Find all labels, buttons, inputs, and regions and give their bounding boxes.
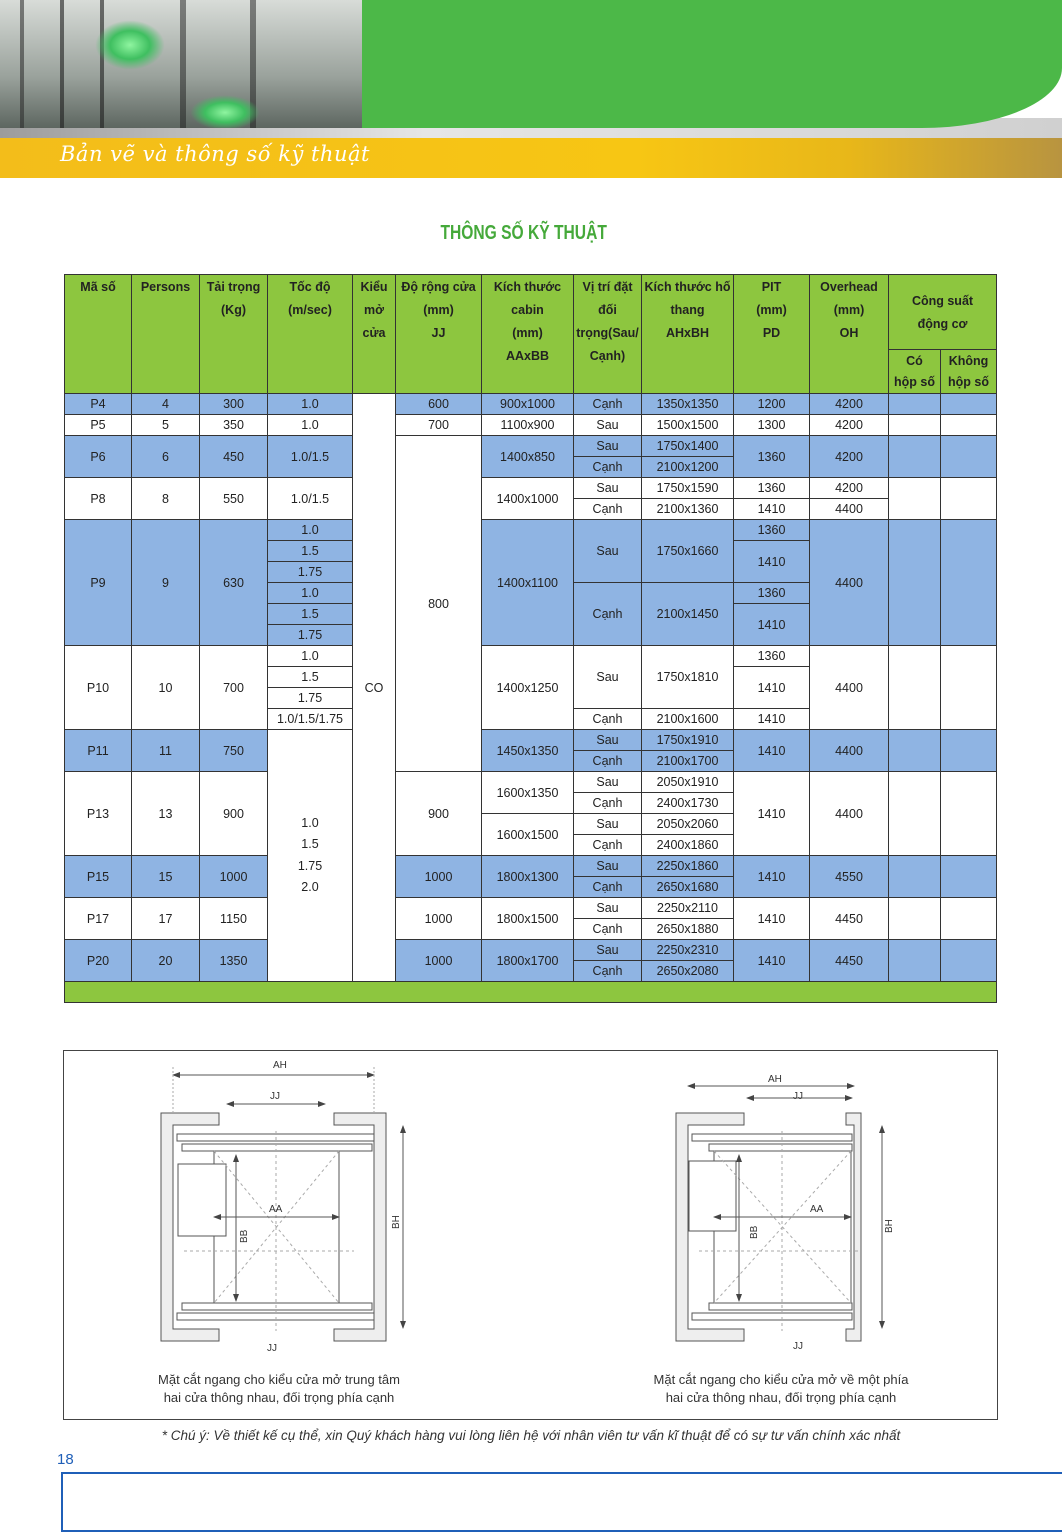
label-ah: AH [273, 1060, 287, 1071]
header-cabin-size: Kích thước cabin (mm) AAxBB [482, 275, 574, 394]
table-cell [889, 646, 941, 730]
table-cell: 1350x1350 [642, 394, 734, 415]
table-cell [889, 730, 941, 772]
table-row [65, 898, 997, 919]
table-cell: 1.0 [268, 646, 353, 667]
table-cell: 1410 [734, 604, 810, 646]
table-cell [889, 394, 941, 415]
header-motor-gearless: Không hộp số [941, 350, 997, 394]
table-cell: P6 [65, 436, 132, 478]
table-cell: 4400 [810, 499, 889, 520]
table-cell: Cạnh [574, 835, 642, 856]
table-cell: 4200 [810, 415, 889, 436]
header-pit: PIT (mm) PD [734, 275, 810, 394]
table-cell: 1400x1000 [482, 478, 574, 520]
table-cell: Cạnh [574, 919, 642, 940]
table-cell: 4200 [810, 436, 889, 478]
table-cell: 13 [132, 772, 200, 856]
table-cell: P10 [65, 646, 132, 730]
header-door-width: Độ rộng cửa (mm) JJ [396, 275, 482, 394]
table-cell: 1800x1700 [482, 940, 574, 982]
table-cell: 2050x2060 [642, 814, 734, 835]
table-cell: 1400x1100 [482, 520, 574, 646]
table-cell: 1360 [734, 583, 810, 604]
table-cell: 1.0/1.5/1.75 [268, 709, 353, 730]
table-cell: 1600x1350 [482, 772, 574, 814]
table-cell: P5 [65, 415, 132, 436]
table-cell: Sau [574, 730, 642, 751]
section-title: Bản vẽ và thông số kỹ thuật [60, 142, 370, 166]
table-cell: 1410 [734, 940, 810, 982]
table-cell: 1.0/1.5 [268, 436, 353, 478]
table-cell: P11 [65, 730, 132, 772]
table-row [65, 478, 997, 499]
drawings-panel [63, 1050, 998, 1420]
table-cell: 1750x1400 [642, 436, 734, 457]
table-cell: 6 [132, 436, 200, 478]
table-cell: Cạnh [574, 751, 642, 772]
table-cell: 4200 [810, 478, 889, 499]
table-cell [889, 436, 941, 478]
table-cell: 1500x1500 [642, 415, 734, 436]
table-cell: 1400x1250 [482, 646, 574, 730]
table-cell: 1410 [734, 730, 810, 772]
table-cell: P17 [65, 898, 132, 940]
table-cell: 2250x2110 [642, 898, 734, 919]
table-cell: 17 [132, 898, 200, 940]
table-cell: 1.5 [268, 541, 353, 562]
table-row [65, 520, 997, 541]
table-cell: 750 [200, 730, 268, 772]
table-cell: 1750x1590 [642, 478, 734, 499]
table-cell: 1000 [200, 856, 268, 898]
table-cell: 550 [200, 478, 268, 520]
table-cell: 450 [200, 436, 268, 478]
label-jj-2: JJ [793, 1091, 803, 1102]
table-cell: Cạnh [574, 394, 642, 415]
table-cell: 1750x1810 [642, 646, 734, 709]
table-cell: 1.0 [268, 394, 353, 415]
table-cell: 900 [396, 772, 482, 856]
page-title-wrap [0, 222, 1062, 245]
table-cell [941, 898, 997, 940]
table-cell: 4 [132, 394, 200, 415]
table-cell: 2100x1360 [642, 499, 734, 520]
table-cell: 1.0 [268, 415, 353, 436]
label-bb-2: BB [749, 1225, 760, 1239]
header-green-banner [362, 0, 1062, 128]
table-cell [889, 898, 941, 940]
label-aa-2: AA [810, 1204, 824, 1215]
footer-frame [61, 1472, 1062, 1532]
table-cell: 1410 [734, 499, 810, 520]
spec-table-body [65, 394, 997, 1003]
table-cell: 1.75 [268, 562, 353, 583]
table-cell: 1150 [200, 898, 268, 940]
label-bb: BB [239, 1229, 250, 1243]
table-cell: 4400 [810, 772, 889, 856]
label-jj-bottom-2: JJ [793, 1341, 803, 1352]
table-cell: Sau [574, 814, 642, 835]
table-cell: 630 [200, 520, 268, 646]
table-cell: Sau [574, 478, 642, 499]
table-cell: Cạnh [574, 709, 642, 730]
table-cell: 2650x1680 [642, 877, 734, 898]
table-cell [941, 940, 997, 982]
label-jj-bottom: JJ [267, 1343, 277, 1354]
table-cell: Sau [574, 646, 642, 709]
table-cell: 600 [396, 394, 482, 415]
table-cell [941, 730, 997, 772]
table-cell: 1.0 [268, 520, 353, 541]
table-row [65, 772, 997, 793]
table-cell: 1800x1300 [482, 856, 574, 898]
table-cell [941, 436, 997, 478]
table-cell: 1.5 [268, 667, 353, 688]
table-cell [941, 772, 997, 856]
table-cell: Cạnh [574, 877, 642, 898]
table-cell: 2100x1200 [642, 457, 734, 478]
table-cell: Cạnh [574, 457, 642, 478]
table-cell [889, 772, 941, 856]
table-footer-cell [65, 982, 997, 1003]
table-cell: 800 [396, 436, 482, 772]
table-cell: 4400 [810, 646, 889, 730]
table-cell: 9 [132, 520, 200, 646]
table-cell: 1.0 [268, 583, 353, 604]
table-cell: 1360 [734, 478, 810, 499]
table-cell: 1100x900 [482, 415, 574, 436]
table-cell: 2650x2080 [642, 961, 734, 982]
table-row [65, 856, 997, 877]
table-cell: 2100x1450 [642, 583, 734, 646]
table-cell: 11 [132, 730, 200, 772]
label-bh-2: BH [884, 1219, 895, 1233]
table-cell: Sau [574, 856, 642, 877]
table-cell: P4 [65, 394, 132, 415]
table-cell: P15 [65, 856, 132, 898]
table-cell: Cạnh [574, 961, 642, 982]
table-cell: 1.0 1.5 1.75 2.0 [268, 730, 353, 982]
table-cell: 900x1000 [482, 394, 574, 415]
table-cell: 4200 [810, 394, 889, 415]
table-cell: 1410 [734, 898, 810, 940]
table-footer-row [65, 982, 997, 1003]
spec-table [64, 274, 997, 1003]
table-cell [941, 478, 997, 520]
table-cell [889, 478, 941, 520]
table-cell: 1410 [734, 709, 810, 730]
table-cell: P20 [65, 940, 132, 982]
table-cell: Sau [574, 772, 642, 793]
table-row [65, 394, 997, 415]
table-cell: 1410 [734, 667, 810, 709]
table-row [65, 436, 997, 457]
table-row [65, 415, 997, 436]
table-cell: 1750x1660 [642, 520, 734, 583]
table-cell: 1750x1910 [642, 730, 734, 751]
label-ah-2: AH [768, 1074, 782, 1085]
table-cell: 2400x1860 [642, 835, 734, 856]
table-cell: 700 [396, 415, 482, 436]
table-cell: 350 [200, 415, 268, 436]
table-cell: 4400 [810, 730, 889, 772]
table-cell: Sau [574, 415, 642, 436]
table-cell: 1360 [734, 520, 810, 541]
table-cell: Cạnh [574, 583, 642, 646]
label-aa: AA [269, 1204, 283, 1215]
table-cell [941, 646, 997, 730]
table-cell: Sau [574, 520, 642, 583]
table-cell: 1410 [734, 856, 810, 898]
caption-center-opening: Mặt cắt ngang cho kiểu cửa mở trung tâm hai cửa thông nhau, đối trọng phía cạnh [158, 1372, 400, 1405]
table-cell: 1.75 [268, 688, 353, 709]
table-cell: 10 [132, 646, 200, 730]
table-cell: Cạnh [574, 499, 642, 520]
table-cell: 700 [200, 646, 268, 730]
header-code: Mã số [65, 275, 132, 394]
table-cell: 2650x1880 [642, 919, 734, 940]
table-cell: 1000 [396, 898, 482, 940]
caption-side-opening: Mặt cắt ngang cho kiểu cửa mở về một phía hai cửa thông nhau, đối trọng phía cạnh [653, 1372, 909, 1405]
table-cell: 1200 [734, 394, 810, 415]
table-cell: Sau [574, 940, 642, 961]
shaft-cross-section-drawings [64, 1051, 999, 1421]
table-cell: 20 [132, 940, 200, 982]
table-cell: 2250x2310 [642, 940, 734, 961]
table-cell: 1410 [734, 772, 810, 856]
table-cell: 1.5 [268, 604, 353, 625]
table-cell: 4400 [810, 520, 889, 646]
table-cell: 1000 [396, 940, 482, 982]
table-cell [889, 415, 941, 436]
table-cell: 2400x1730 [642, 793, 734, 814]
header-door-type: Kiểu mở cửa [353, 275, 396, 394]
table-cell: 4450 [810, 898, 889, 940]
table-cell: 1350 [200, 940, 268, 982]
table-cell: 1300 [734, 415, 810, 436]
table-cell: 1800x1500 [482, 898, 574, 940]
header-counterweight-position: Vị trí đặt đối trọng(Sau/ Cạnh) [574, 275, 642, 394]
table-cell [941, 520, 997, 646]
table-cell: 4550 [810, 856, 889, 898]
table-cell [941, 415, 997, 436]
table-cell: 900 [200, 772, 268, 856]
table-cell: 1.75 [268, 625, 353, 646]
table-cell: P9 [65, 520, 132, 646]
table-cell: 8 [132, 478, 200, 520]
table-cell [941, 394, 997, 415]
label-bh: BH [391, 1215, 402, 1229]
table-row [65, 940, 997, 961]
table-cell: 2100x1700 [642, 751, 734, 772]
table-cell: 5 [132, 415, 200, 436]
header-motor-geared: Có hộp số [889, 350, 941, 394]
table-cell: 4450 [810, 940, 889, 982]
table-cell: 2100x1600 [642, 709, 734, 730]
header-load: Tải trọng (Kg) [200, 275, 268, 394]
table-row [65, 730, 997, 751]
header-shaft-size: Kích thước hố thang AHxBH [642, 275, 734, 394]
table-cell: Cạnh [574, 793, 642, 814]
table-cell: Sau [574, 436, 642, 457]
page-title: THÔNG SỐ KỸ THUẬT [440, 222, 607, 244]
label-jj: JJ [270, 1091, 280, 1102]
page-number: 18 [57, 1451, 74, 1468]
table-cell: 1400x850 [482, 436, 574, 478]
footnote: * Chú ý: Về thiết kế cụ thể, xin Quý khách hàng vui lòng liên hệ với nhân viên tư vấn kĩ thuật để có sự tư vấn chính xác nhất [161, 1428, 901, 1443]
table-row [65, 646, 997, 667]
table-cell [941, 856, 997, 898]
table-cell: Sau [574, 898, 642, 919]
table-cell: P13 [65, 772, 132, 856]
header-elevator-photo [0, 0, 362, 128]
table-cell: P8 [65, 478, 132, 520]
table-cell: 1450x1350 [482, 730, 574, 772]
header-persons: Persons [132, 275, 200, 394]
table-cell: 300 [200, 394, 268, 415]
table-cell: 2250x1860 [642, 856, 734, 877]
side-opening-drawing [676, 1074, 895, 1352]
table-cell: 1360 [734, 436, 810, 478]
table-cell: CO [353, 394, 396, 982]
table-cell [889, 520, 941, 646]
table-cell: 2050x1910 [642, 772, 734, 793]
table-cell: 1360 [734, 646, 810, 667]
table-cell: 15 [132, 856, 200, 898]
header-speed: Tốc độ (m/sec) [268, 275, 353, 394]
table-cell: 1600x1500 [482, 814, 574, 856]
table-cell [889, 856, 941, 898]
header-overhead: Overhead (mm) OH [810, 275, 889, 394]
table-cell: 1.0/1.5 [268, 478, 353, 520]
header-motor-power: Công suất động cơ [889, 275, 997, 350]
table-cell [889, 940, 941, 982]
section-banner [0, 138, 1062, 178]
center-opening-drawing [161, 1060, 403, 1354]
table-cell: 1410 [734, 541, 810, 583]
table-cell: 1000 [396, 856, 482, 898]
